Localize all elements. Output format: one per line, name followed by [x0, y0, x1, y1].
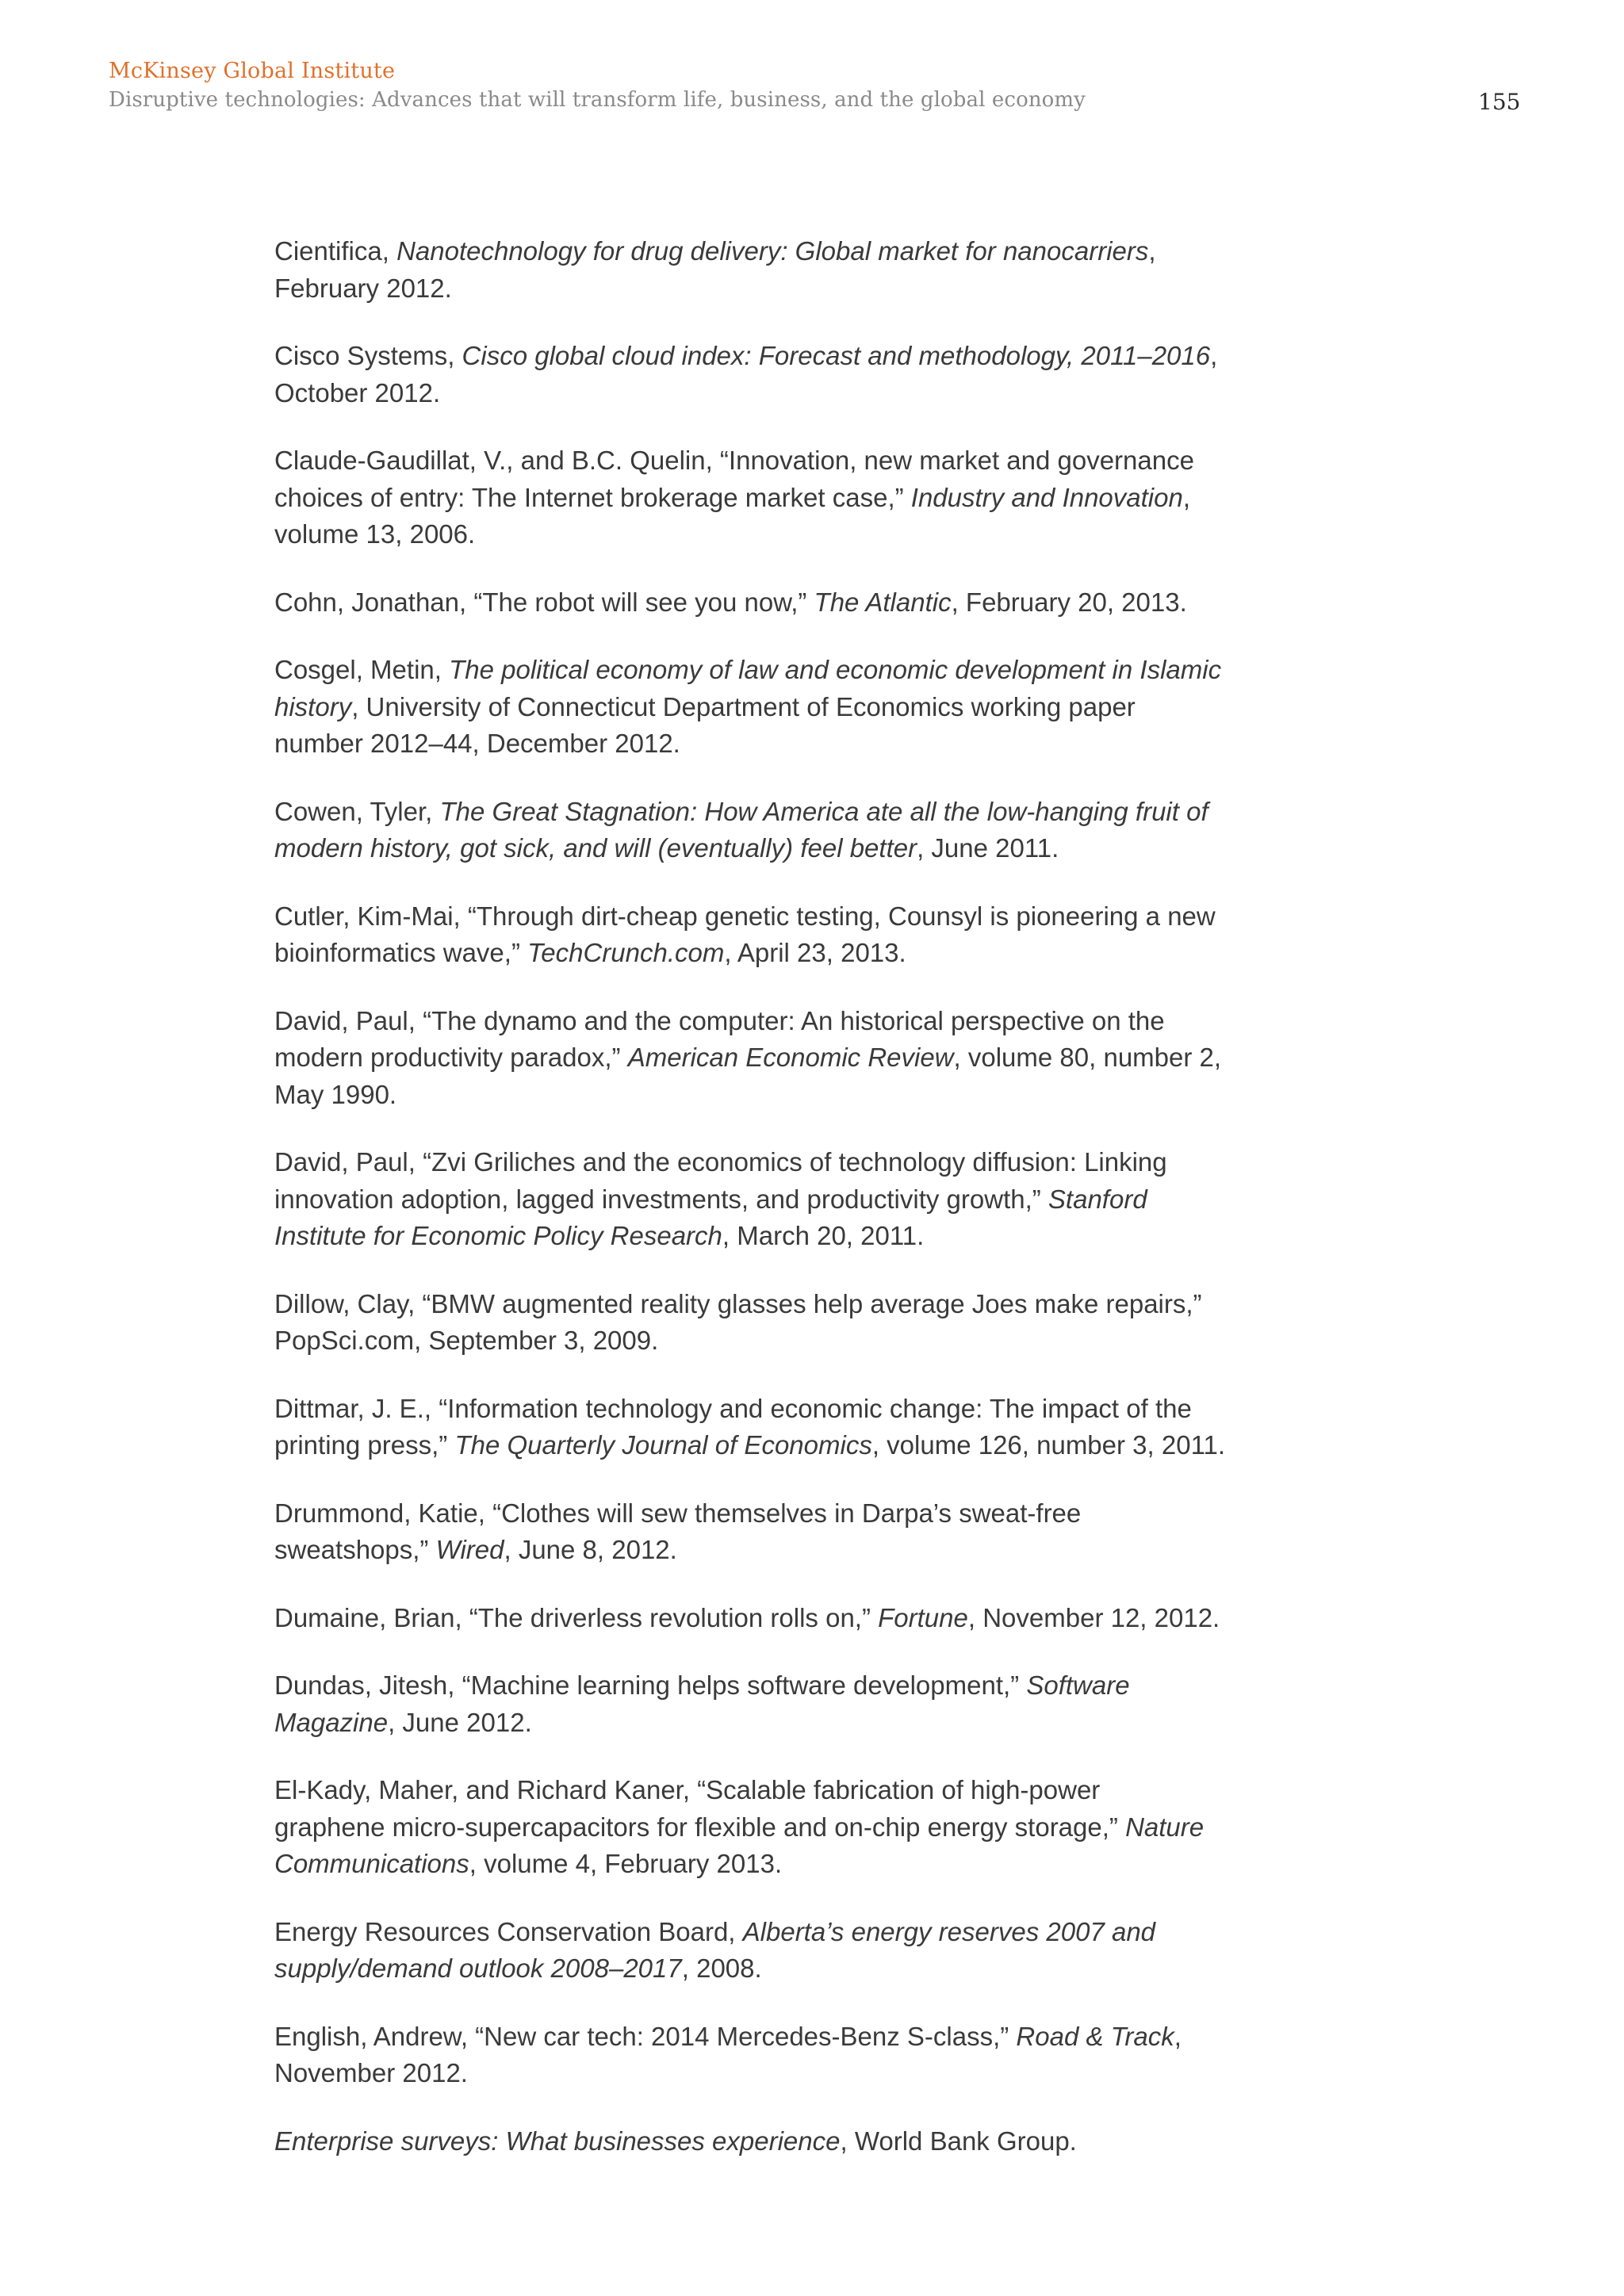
- reference-text: , June 8, 2012.: [504, 1535, 677, 1564]
- reference-entry: [274, 1914, 1297, 1988]
- page-number: 155: [1478, 89, 1521, 115]
- reference-entry: [274, 584, 1297, 622]
- reference-entry: [274, 1772, 1297, 1883]
- publisher-name: McKinsey Global Institute: [109, 59, 396, 83]
- reference-title-italic: The political economy of law and economic development in Islamic history: [274, 655, 1222, 721]
- reference-title-italic: The Quarterly Journal of Economics: [454, 1430, 872, 1460]
- reference-text: , 2008.: [681, 1954, 762, 1983]
- reference-entry: [274, 338, 1297, 411]
- reference-entry: [274, 2019, 1297, 2092]
- reference-text: Cientifica,: [274, 236, 397, 266]
- page-header: [109, 57, 1520, 114]
- reference-text: Dittmar, J. E., “Information technology and economic change: The impact of the printing press,”: [274, 1393, 1192, 1460]
- reference-text: David, Paul, “Zvi Griliches and the economics of technology diffusion: Linking innovation adoption, lagged investments, and productivity growth,”: [274, 1147, 1167, 1214]
- reference-title-italic: American Economic Review: [627, 1043, 954, 1072]
- reference-text: , October 2012.: [274, 341, 1218, 408]
- reference-entry: [274, 1286, 1297, 1360]
- reference-entry: [274, 652, 1297, 763]
- reference-list: [274, 233, 1297, 2191]
- reference-text: , February 20, 2013.: [951, 587, 1187, 617]
- reference-text: , February 2012.: [274, 236, 1156, 303]
- reference-title-italic: Fortune: [878, 1602, 968, 1632]
- reference-entry: [274, 233, 1297, 307]
- reference-title-italic: Cisco global cloud index: Forecast and methodology, 2011–2016: [462, 341, 1211, 370]
- reference-text: Claude-Gaudillat, V., and B.C. Quelin, “Innovation, new market and governance choices of entry: The Internet brokerage market case,”: [274, 446, 1194, 512]
- reference-text: , World Bank Group.: [840, 2126, 1077, 2156]
- report-title: Disruptive technologies: Advances that will transform life, business, and the global economy: [109, 88, 1086, 112]
- reference-text: David, Paul, “The dynamo and the computer: An historical perspective on the modern productivity paradox,”: [274, 1005, 1165, 1072]
- reference-text: , University of Connecticut Department of Economics working paper number 2012–44, December 2012.: [274, 691, 1136, 758]
- reference-text: , June 2012.: [388, 1707, 532, 1737]
- reference-entry: [274, 1495, 1297, 1569]
- reference-text: Energy Resources Conservation Board,: [274, 1916, 743, 1946]
- reference-text: , November 2012.: [274, 2021, 1182, 2087]
- reference-text: , volume 80, number 2, May 1990.: [274, 1043, 1222, 1109]
- reference-text: , April 23, 2013.: [724, 938, 906, 967]
- reference-text: El-Kady, Maher, and Richard Kaner, “Scalable fabrication of high-power graphene micro-supercapacitors for flexible and on-chip energy storage,”: [274, 1775, 1118, 1842]
- reference-text: Drummond, Katie, “Clothes will sew themselves in Darpa’s sweat-free sweatshops,”: [274, 1498, 1082, 1564]
- reference-text: , June 2011.: [917, 833, 1059, 863]
- reference-text: Dundas, Jitesh, “Machine learning helps software development,”: [274, 1670, 1027, 1700]
- reference-entry: [274, 442, 1297, 553]
- reference-entry: [274, 1003, 1297, 1114]
- reference-text: , volume 126, number 3, 2011.: [871, 1430, 1225, 1460]
- reference-text: , November 12, 2012.: [967, 1602, 1220, 1632]
- reference-text: Cosgel, Metin,: [274, 655, 450, 684]
- reference-title-italic: Industry and Innovation: [910, 482, 1183, 512]
- reference-title-italic: Stanford Institute for Economic Policy Research: [274, 1184, 1147, 1250]
- reference-title-italic: Nature Communications: [274, 1812, 1205, 1878]
- reference-title-italic: Enterprise surveys: What businesses experience: [274, 2126, 841, 2156]
- reference-entry: [274, 1667, 1297, 1741]
- reference-text: Dillow, Clay, “BMW augmented reality glasses help average Joes make repairs,” PopSci.com, September 3, 2009.: [274, 1288, 1202, 1355]
- reference-text: , volume 13, 2006.: [274, 482, 1191, 549]
- reference-title-italic: Road & Track: [1016, 2021, 1174, 2051]
- reference-text: Cowen, Tyler,: [274, 796, 440, 826]
- reference-text: Cutler, Kim-Mai, “Through dirt-cheap genetic testing, Counsyl is pioneering a new bioinformatics wave,”: [274, 901, 1216, 967]
- reference-entry: [274, 794, 1297, 867]
- reference-text: Dumaine, Brian, “The driverless revolution rolls on,”: [274, 1602, 879, 1632]
- reference-title-italic: Wired: [435, 1535, 504, 1564]
- reference-text: Cohn, Jonathan, “The robot will see you now,”: [274, 587, 814, 617]
- reference-entry: [274, 1391, 1297, 1464]
- reference-entry: [274, 1600, 1297, 1637]
- reference-entry: [274, 2123, 1297, 2160]
- reference-entry: [274, 1144, 1297, 1255]
- reference-title-italic: TechCrunch.com: [527, 938, 725, 967]
- reference-text: English, Andrew, “New car tech: 2014 Mercedes-Benz S-class,”: [274, 2021, 1017, 2051]
- reference-title-italic: The Great Stagnation: How America ate all the low-hanging fruit of modern history, got sick, and will (eventually) feel better: [274, 796, 1208, 863]
- reference-title-italic: Alberta’s energy reserves 2007 and supply/demand outlook 2008–2017: [274, 1916, 1156, 1983]
- reference-title-italic: Software Magazine: [274, 1670, 1130, 1737]
- reference-text: , March 20, 2011.: [722, 1221, 925, 1250]
- reference-text: , volume 4, February 2013.: [469, 1849, 783, 1878]
- reference-title-italic: The Atlantic: [814, 587, 952, 617]
- reference-title-italic: Nanotechnology for drug delivery: Global market for nanocarriers: [396, 236, 1149, 266]
- reference-entry: [274, 898, 1297, 972]
- reference-text: Cisco Systems,: [274, 341, 462, 370]
